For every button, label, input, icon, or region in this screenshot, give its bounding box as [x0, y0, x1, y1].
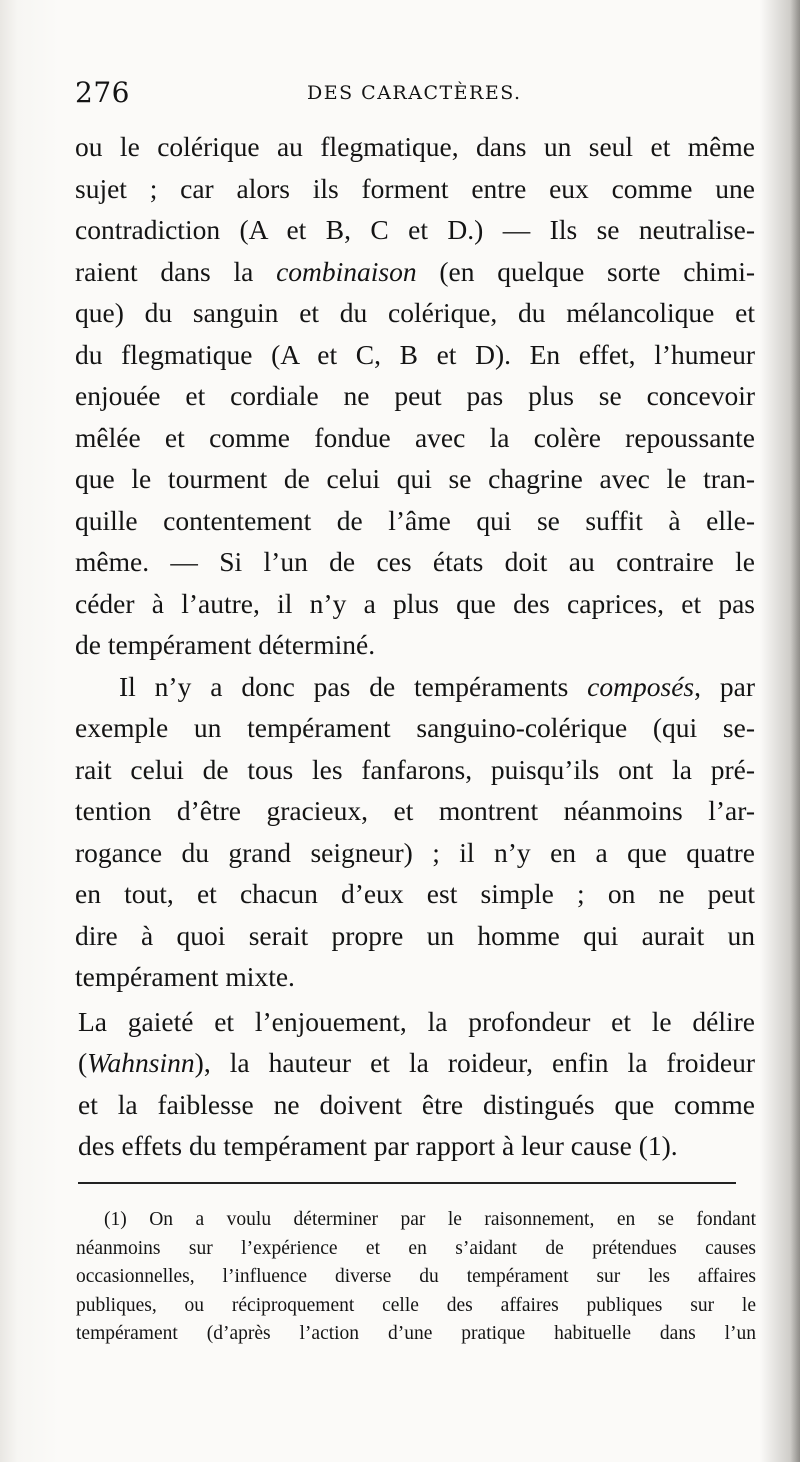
- text-line: quille contentement de l’âme qui se suffit à elle-: [75, 504, 755, 536]
- footnote-line: tempérament (d’après l’action d’une pratique habituelle dans l’un: [76, 1323, 756, 1344]
- text-line: sujet ; car alors ils forment entre eux comme une: [75, 172, 755, 204]
- italic-term: composés: [587, 670, 695, 702]
- text-line: que le tourment de celui qui se chagrine avec le tran-: [75, 463, 755, 494]
- text-line: céder à l’autre, il n’y a plus que des caprices, et pas: [75, 587, 755, 619]
- text-line: rait celui de tous les fanfarons, puisqu’ils ont la pré-: [75, 753, 755, 785]
- text-run: (en quelque sorte chimi-: [416, 255, 756, 287]
- text-line: même. — Si l’un de ces états doit au contraire le: [75, 546, 755, 577]
- footnote-line: publiques, ou réciproquement celle des affaires publiques sur le: [76, 1294, 756, 1316]
- italic-term: Wahnsinn: [87, 1047, 195, 1078]
- text-line: du flegmatique (A et C, B et D). En effet, l’humeur: [75, 338, 755, 370]
- text-line: tempérament mixte.: [75, 961, 295, 992]
- footnote: [76, 1206, 756, 1349]
- paragraph-3: [75, 1001, 755, 1167]
- text-line: contradiction (A et B, C et D.) — Ils se neutralise-: [75, 214, 755, 245]
- text-line: dire à quoi serait propre un homme qui aurait un: [75, 919, 755, 951]
- italic-term: combinaison: [276, 255, 417, 287]
- paragraph-1: [75, 126, 755, 666]
- footnote-line: (1) On a voulu déterminer par le raisonnement, en se fondant: [104, 1209, 756, 1230]
- footnote-line: occasionnelles, l’influence diverse du tempérament sur les affaires: [76, 1266, 756, 1287]
- text-run: , par: [694, 670, 755, 702]
- running-head: [75, 76, 765, 112]
- text-run: raient dans la: [75, 255, 277, 287]
- running-title: DES CARACTÈRES.: [307, 82, 522, 104]
- text-line: [75, 666, 755, 708]
- text-line: [75, 251, 755, 293]
- text-line: enjouée et cordiale ne peut pas plus se concevoir: [75, 380, 755, 411]
- page-number: 276: [75, 76, 130, 109]
- text-run: (: [78, 1047, 88, 1078]
- text-line: et la faiblesse ne doivent être distingués que comme: [78, 1088, 755, 1120]
- text-line: rogance du grand seigneur) ; il n’y en a que quatre: [75, 836, 755, 868]
- text-run: ), la hauteur et la roideur, enfin la froideur: [194, 1047, 755, 1078]
- text-line: mêlée et comme fondue avec la colère repoussante: [75, 421, 755, 453]
- text-line: tention d’être gracieux, et montrent néanmoins l’ar-: [75, 795, 755, 826]
- text-line: de tempérament déterminé.: [75, 629, 376, 660]
- text-line: exemple un tempérament sanguino-colérique (qui se-: [75, 712, 755, 743]
- text-line: ou le colérique au flegmatique, dans un seul et même: [75, 131, 755, 162]
- text-line: que) du sanguin et du colérique, du mélancolique et: [75, 297, 755, 328]
- text-line: [78, 1042, 755, 1084]
- paragraph-2: [75, 666, 755, 998]
- body-text: [75, 126, 755, 1167]
- footnote-line: néanmoins sur l’expérience et en s’aidant de prétendues causes: [76, 1237, 756, 1259]
- text-line: en tout, et chacun d’eux est simple ; on ne peut: [75, 878, 755, 909]
- text-line: des effets du tempérament par rapport à leur cause (1).: [78, 1130, 678, 1161]
- text-line: La gaieté et l’enjouement, la profondeur et le délire: [78, 1005, 755, 1037]
- footnote-rule: [78, 1182, 736, 1184]
- text-run: Il n’y a donc pas de tempéraments: [119, 670, 588, 702]
- footnote-paragraph: [76, 1206, 756, 1349]
